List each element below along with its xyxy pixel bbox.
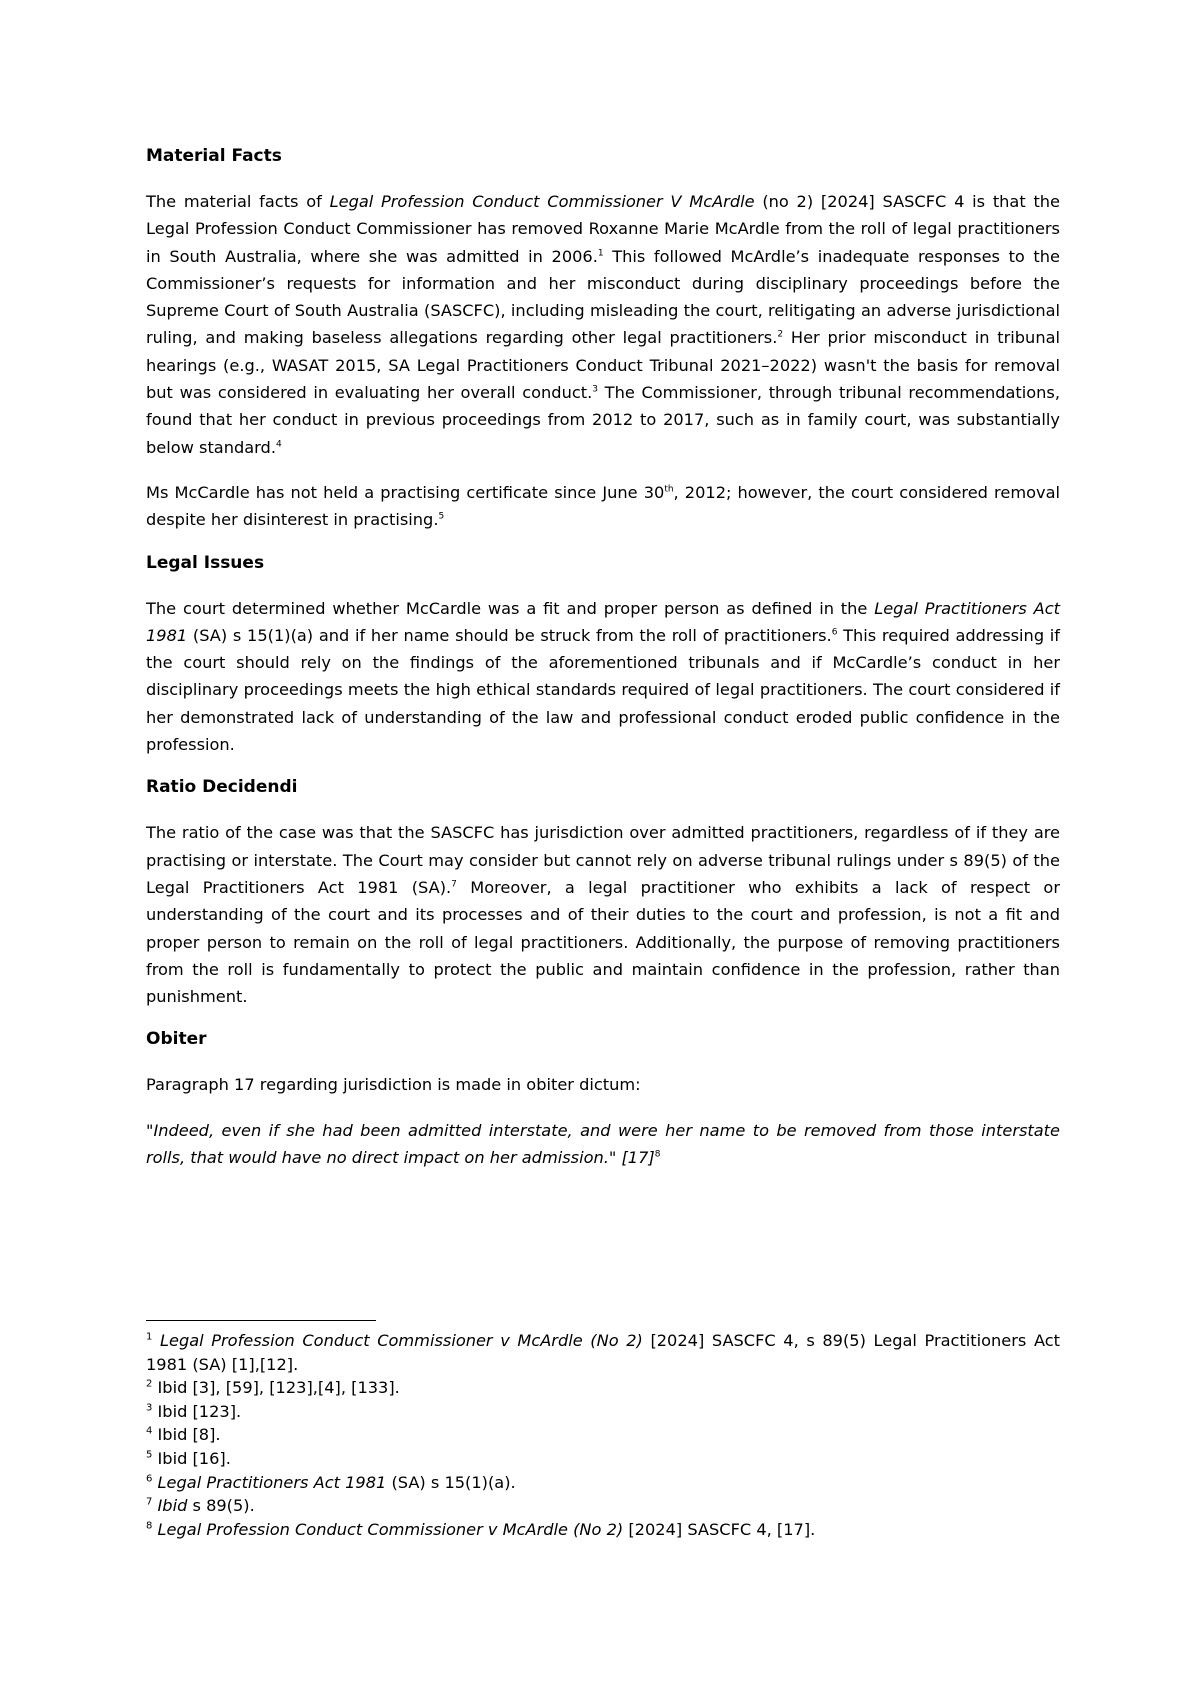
text-run: (SA) s 15(1)(a). — [386, 1472, 516, 1492]
footnotes — [146, 1320, 1060, 1541]
text-run: Ms McCardle has not held a practising certificate since June 30 — [146, 482, 665, 502]
footnote-ref: 5 — [438, 511, 445, 522]
ratio-paragraph — [146, 819, 1060, 1010]
text-run: Paragraph 17 regarding jurisdiction is made in obiter dictum: — [146, 1075, 641, 1095]
footnote-ref: 2 — [146, 1378, 153, 1390]
footnote-ref: 2 — [777, 330, 784, 341]
text-run: The court determined whether McCardle was a fit and proper person as defined in the — [146, 598, 875, 618]
heading-obiter: Obiter — [146, 1029, 207, 1050]
footnote-item — [146, 1494, 1060, 1518]
text-run: Her prior misconduct in tribunal hearings (e.g., WASAT 2015, SA Legal Practitioners Conduct Tribunal 2021–2022) wasn't the basis for removal but was considered in evaluating her overall conduct. — [146, 328, 1060, 403]
obiter-paragraph-1 — [146, 1071, 1060, 1098]
footnote-item — [146, 1329, 1060, 1376]
italic-text: Legal Practitioners Act 1981 — [157, 1472, 387, 1492]
text-run: Ibid [16]. — [152, 1448, 231, 1468]
italic-text: Ibid — [157, 1496, 188, 1516]
text-run: (no 2) [2024] SASCFC 4 is that the Legal Profession Conduct Commissioner has removed Roxanne Marie McArdle from the roll of legal practitioners in South Australia, where she was admitted in 2006. — [146, 192, 1061, 266]
footnote-item — [146, 1376, 1060, 1400]
footnote-item — [146, 1447, 1060, 1471]
text-run: This required addressing if the court should rely on the findings of the aforementioned tribunals and if McCardle’s conduct in her disciplinary proceedings meets the high ethical standards required of legal practitioners. The court considered if her demonstrated lack of understanding of the law and professional conduct eroded public confidence in the profession. — [146, 625, 1060, 755]
text-run: This followed McArdle’s inadequate responses to the Commissioner’s requests for information and her misconduct during disciplinary proceedings before the Supreme Court of South Australia (SASCFC), including misleading the court, relitigating an adverse jurisdictional ruling, and making baseless allegations regarding other legal practitioners. — [146, 246, 1060, 348]
document-body — [146, 145, 1060, 1189]
footnote-item — [146, 1400, 1060, 1424]
footnote-ref: 4 — [146, 1425, 153, 1437]
material-facts-paragraph-2 — [146, 479, 1060, 534]
footnote-item — [146, 1423, 1060, 1447]
italic-text: Legal Profession Conduct Commissioner v McArdle (No 2) — [157, 1519, 624, 1539]
footnote-ref: 8 — [146, 1520, 153, 1532]
footnote-ref: th — [664, 484, 674, 495]
footnote-ref: 8 — [654, 1149, 661, 1160]
text-run: Ibid [8]. — [152, 1425, 221, 1445]
footnote-ref: 4 — [275, 439, 282, 450]
footnote-ref: 7 — [451, 879, 457, 890]
italic-text: Legal Profession Conduct Commissioner V McArdle — [329, 192, 755, 211]
heading-legal-issues: Legal Issues — [146, 552, 265, 573]
footnote-list — [146, 1329, 1060, 1541]
footnote-ref: 3 — [592, 384, 598, 395]
italic-text: "Indeed, even if she had been admitted interstate, and were her name to be removed from those interstate rolls, that would have no direct impact on her admission." [17] — [146, 1120, 1060, 1168]
text-run: [2024] SASCFC 4, s 89(5) Legal Practitioners Act 1981 (SA) [1],[12]. — [146, 1331, 1060, 1374]
text-run: , 2012; however, the court considered removal despite her disinterest in practising. — [146, 482, 1060, 530]
footnote-ref: 5 — [146, 1449, 153, 1461]
footnote-item — [146, 1471, 1060, 1495]
footnote-ref: 6 — [831, 627, 838, 638]
text-run: (SA) s 15(1)(a) and if her name should be struck from the roll of practitioners. — [187, 625, 832, 645]
text-run — [152, 1331, 160, 1350]
text-run: Ibid [3], [59], [123],[4], [133]. — [152, 1378, 400, 1398]
material-facts-paragraph-1 — [146, 188, 1060, 461]
text-run: The ratio of the case was that the SASCFC has jurisdiction over admitted practitioners, regardless of if they are practising or interstate. The Court may consider but cannot rely on adverse tribunal rulings under s 89(5) of the Legal Practitioners Act 1981 (SA). — [146, 823, 1060, 897]
text-run: Ibid [123]. — [152, 1401, 242, 1421]
footnote-separator — [146, 1320, 376, 1321]
footnote-item — [146, 1518, 1060, 1542]
footnote-ref: 1 — [597, 248, 604, 259]
italic-text: Legal Profession Conduct Commissioner v McArdle (No 2) — [159, 1331, 643, 1350]
obiter-quote — [146, 1117, 1060, 1172]
text-run: s 89(5). — [187, 1496, 255, 1516]
text-run: The material facts of — [146, 192, 330, 211]
text-run: The Commissioner, through tribunal recommendations, found that her conduct in previous proceedings from 2012 to 2017, such as in family court, was substantially below standard. — [146, 383, 1061, 457]
heading-ratio-decidendi: Ratio Decidendi — [146, 777, 298, 798]
text-run: [2024] SASCFC 4, [17]. — [623, 1519, 816, 1539]
legal-issues-paragraph — [146, 595, 1060, 759]
footnote-ref: 3 — [146, 1402, 153, 1414]
footnote-ref: 1 — [146, 1331, 153, 1343]
footnote-ref: 7 — [146, 1496, 153, 1508]
text-run: Moreover, a legal practitioner who exhibits a lack of respect or understanding of the court and its processes and of their duties to the court and profession, is not a fit and proper person to remain on the roll of legal practitioners. Additionally, the purpose of removing practitioners from the roll is fundamentally to protect the public and maintain confidence in the profession, rather than punishment. — [146, 877, 1060, 1007]
footnote-ref: 6 — [146, 1473, 153, 1485]
italic-text: Legal Practitioners Act 1981 — [146, 598, 1060, 645]
heading-material-facts: Material Facts — [146, 146, 282, 166]
